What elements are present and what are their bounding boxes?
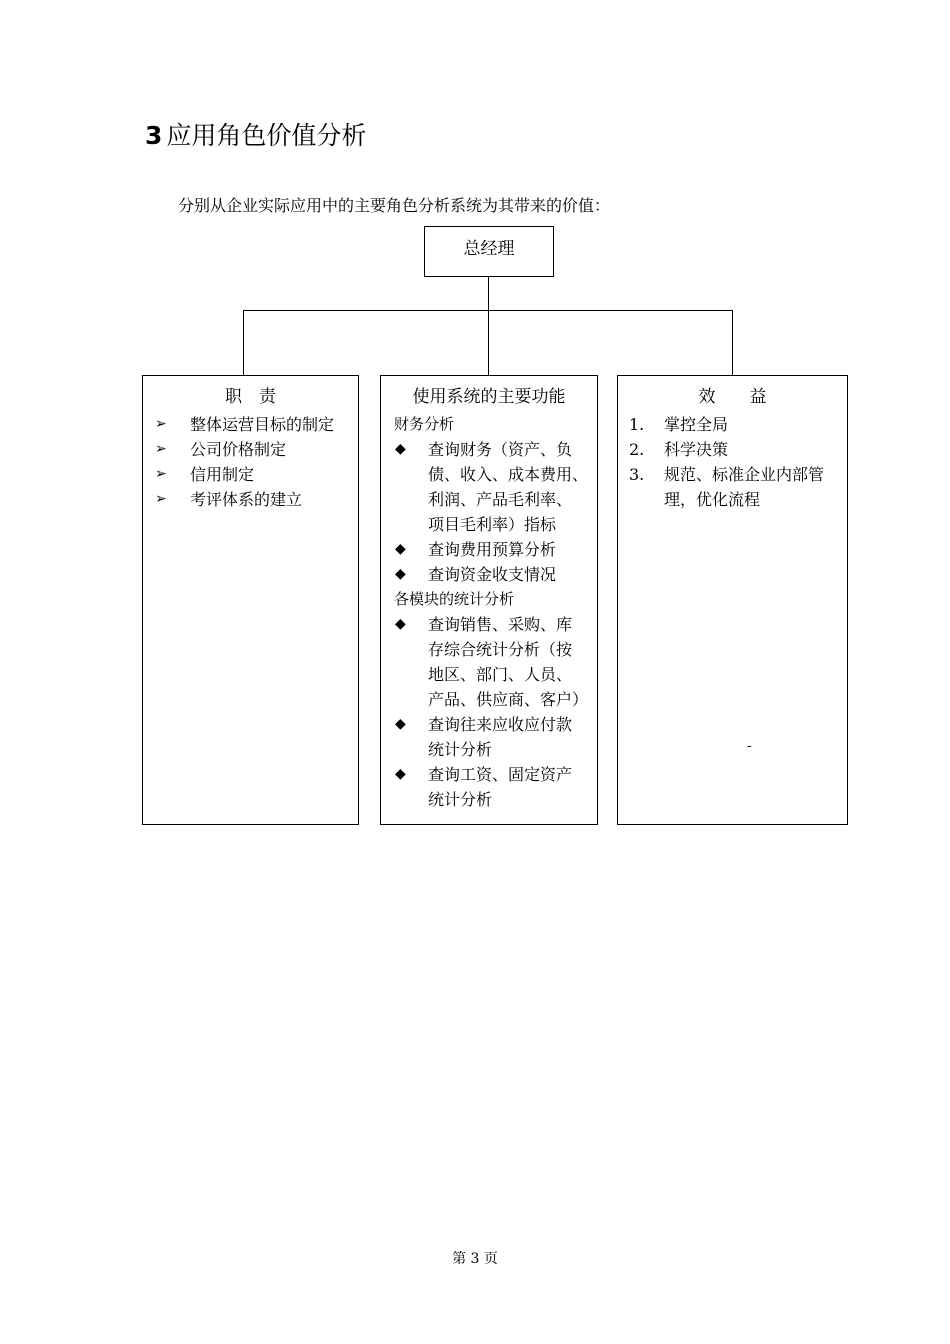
finance-analysis-list <box>381 437 597 587</box>
diamond-bullet-icon: ◆ <box>395 541 406 557</box>
module-statistics-list <box>381 612 597 812</box>
arrow-bullet-icon: ➢ <box>155 466 167 482</box>
benefit-text-line: 规范、标准企业内部管 <box>664 465 825 484</box>
arrow-bullet-icon: ➢ <box>155 441 167 457</box>
function-text-line: 查询资金收支情况 <box>428 565 557 584</box>
function-text-line: 项目毛利率）指标 <box>428 515 557 534</box>
functions-box <box>380 375 598 825</box>
benefit-item <box>618 462 847 512</box>
function-item <box>381 437 597 537</box>
responsibilities-title: 职 责 <box>225 387 276 407</box>
connector-vertical-top <box>488 277 489 310</box>
responsibility-text: 公司价格制定 <box>190 440 287 459</box>
diamond-bullet-icon: ◆ <box>395 766 406 782</box>
responsibilities-box <box>142 375 359 825</box>
diamond-bullet-icon: ◆ <box>395 566 406 582</box>
benefit-text-line: 掌控全局 <box>664 415 729 434</box>
stray-dash: - <box>747 738 752 754</box>
module-statistics-heading: 各模块的统计分析 <box>394 590 515 608</box>
benefit-text-line: 科学决策 <box>664 440 729 459</box>
benefit-number: 3. <box>629 465 645 484</box>
benefit-number: 1. <box>629 415 645 434</box>
connector-right <box>732 310 733 375</box>
benefits-list <box>618 412 847 512</box>
function-text-line: 查询销售、采购、库 <box>428 615 573 634</box>
function-text-line: 查询费用预算分析 <box>428 540 557 559</box>
arrow-bullet-icon: ➢ <box>155 491 167 507</box>
functions-title: 使用系统的主要功能 <box>412 387 566 407</box>
benefit-number: 2. <box>629 440 645 459</box>
function-text-line: 查询工资、固定资产 <box>428 765 573 784</box>
benefits-title: 效 益 <box>698 387 767 407</box>
responsibility-text: 整体运营目标的制定 <box>190 415 335 434</box>
section-title: 应用角色价值分析 <box>166 121 367 150</box>
function-text-line: 存综合统计分析（按 <box>428 640 573 659</box>
connector-left <box>243 310 244 375</box>
section-heading <box>145 116 366 152</box>
page-footer: 第 3 页 <box>452 1251 498 1267</box>
finance-analysis-heading: 财务分析 <box>394 415 455 433</box>
general-manager-box <box>424 226 554 277</box>
section-number: 3 <box>145 121 163 150</box>
function-text-line: 债、收入、成本费用、 <box>428 465 589 484</box>
responsibility-item <box>143 412 358 437</box>
function-item <box>381 762 597 812</box>
function-text-line: 统计分析 <box>428 790 493 809</box>
responsibility-text: 信用制定 <box>190 465 255 484</box>
responsibilities-list <box>143 412 358 512</box>
responsibility-text: 考评体系的建立 <box>190 490 303 509</box>
function-text-line: 地区、部门、人员、 <box>428 665 573 684</box>
function-item <box>381 562 597 587</box>
function-text-line: 产品、供应商、客户） <box>428 690 589 709</box>
general-manager-label: 总经理 <box>463 239 515 259</box>
function-text-line: 统计分析 <box>428 740 493 759</box>
function-text-line: 查询财务（资产、负 <box>428 440 573 459</box>
responsibility-item <box>143 437 358 462</box>
connector-middle <box>488 310 489 375</box>
benefit-item <box>618 437 847 462</box>
function-item <box>381 537 597 562</box>
benefit-text-line: 理，优化流程 <box>664 490 761 509</box>
responsibility-item <box>143 487 358 512</box>
responsibility-item <box>143 462 358 487</box>
intro-text: 分别从企业实际应用中的主要角色分析系统为其带来的价值： <box>178 196 611 215</box>
diamond-bullet-icon: ◆ <box>395 616 406 632</box>
function-item <box>381 712 597 762</box>
arrow-bullet-icon: ➢ <box>155 416 167 432</box>
function-text-line: 利润、产品毛利率、 <box>428 490 573 509</box>
benefit-item <box>618 412 847 437</box>
diamond-bullet-icon: ◆ <box>395 441 406 457</box>
function-text-line: 查询往来应收应付款 <box>428 715 573 734</box>
function-item <box>381 612 597 712</box>
benefits-box <box>617 375 848 825</box>
diamond-bullet-icon: ◆ <box>395 716 406 732</box>
